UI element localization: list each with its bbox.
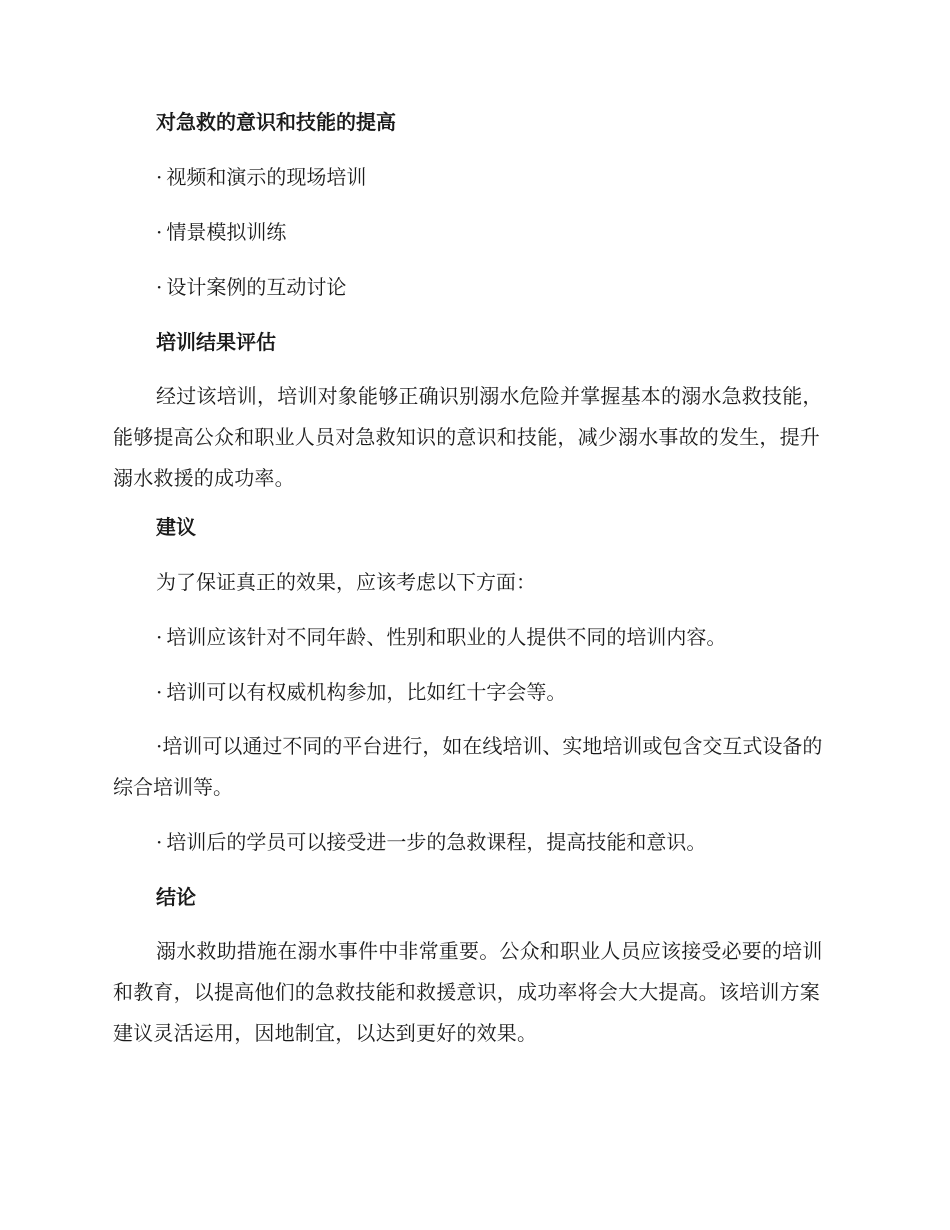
document-page [113,108,833,1054]
evaluation-paragraph: 经过该培训，培训对象能够正确识别溺水危险并掌握基本的溺水急救技能，能够提高公众和职业人员对急救知识的意识和技能，减少溺水事故的发生，提升溺水救援的成功率。 [113,384,823,490]
section-title-evaluation: 培训结果评估 [156,330,276,354]
bullet-dot: · [156,220,163,244]
bullet-text: 设计案例的互动讨论 [166,275,347,299]
bullet-dot: · [156,165,163,189]
bullet-text: 培训可以有权威机构参加，比如红十字会等。 [166,680,567,704]
bullet-dot: · [156,625,163,649]
bullet-item [113,218,833,246]
conclusion-paragraph: 溺水救助措施在溺水事件中非常重要。公众和职业人员应该接受必要的培训和教育，以提高他们的急救技能和救援意识，成功率将会大大提高。该培训方案建议灵活运用，因地制宜，以达到更好的效果。 [113,939,823,1045]
section-title-suggestions: 建议 [156,515,196,539]
bullet-item [113,678,833,706]
bullet-text: 培训可以通过不同的平台进行，如在线培训、实地培训或包含交互式设备的综合培训等。 [113,734,823,799]
bullet-item [113,273,833,301]
bullet-dot: · [156,830,163,854]
bullet-item [113,726,833,808]
bullet-text: 培训后的学员可以接受进一步的急救课程，提高技能和意识。 [166,830,707,854]
bullet-dot: · [156,275,163,299]
bullet-item [113,163,833,191]
bullet-text: 情景模拟训练 [166,220,287,244]
bullet-text: 培训应该针对不同年龄、性别和职业的人提供不同的培训内容。 [166,625,727,649]
bullet-dot: · [156,734,163,758]
bullet-item [113,623,833,651]
bullet-item [113,828,833,856]
suggestions-lead: 为了保证真正的效果，应该考虑以下方面： [156,570,536,594]
section-title-awareness: 对急救的意识和技能的提高 [156,110,396,134]
section-title-conclusion: 结论 [156,885,196,909]
bullet-dot: · [156,680,163,704]
bullet-text: 视频和演示的现场培训 [166,165,367,189]
